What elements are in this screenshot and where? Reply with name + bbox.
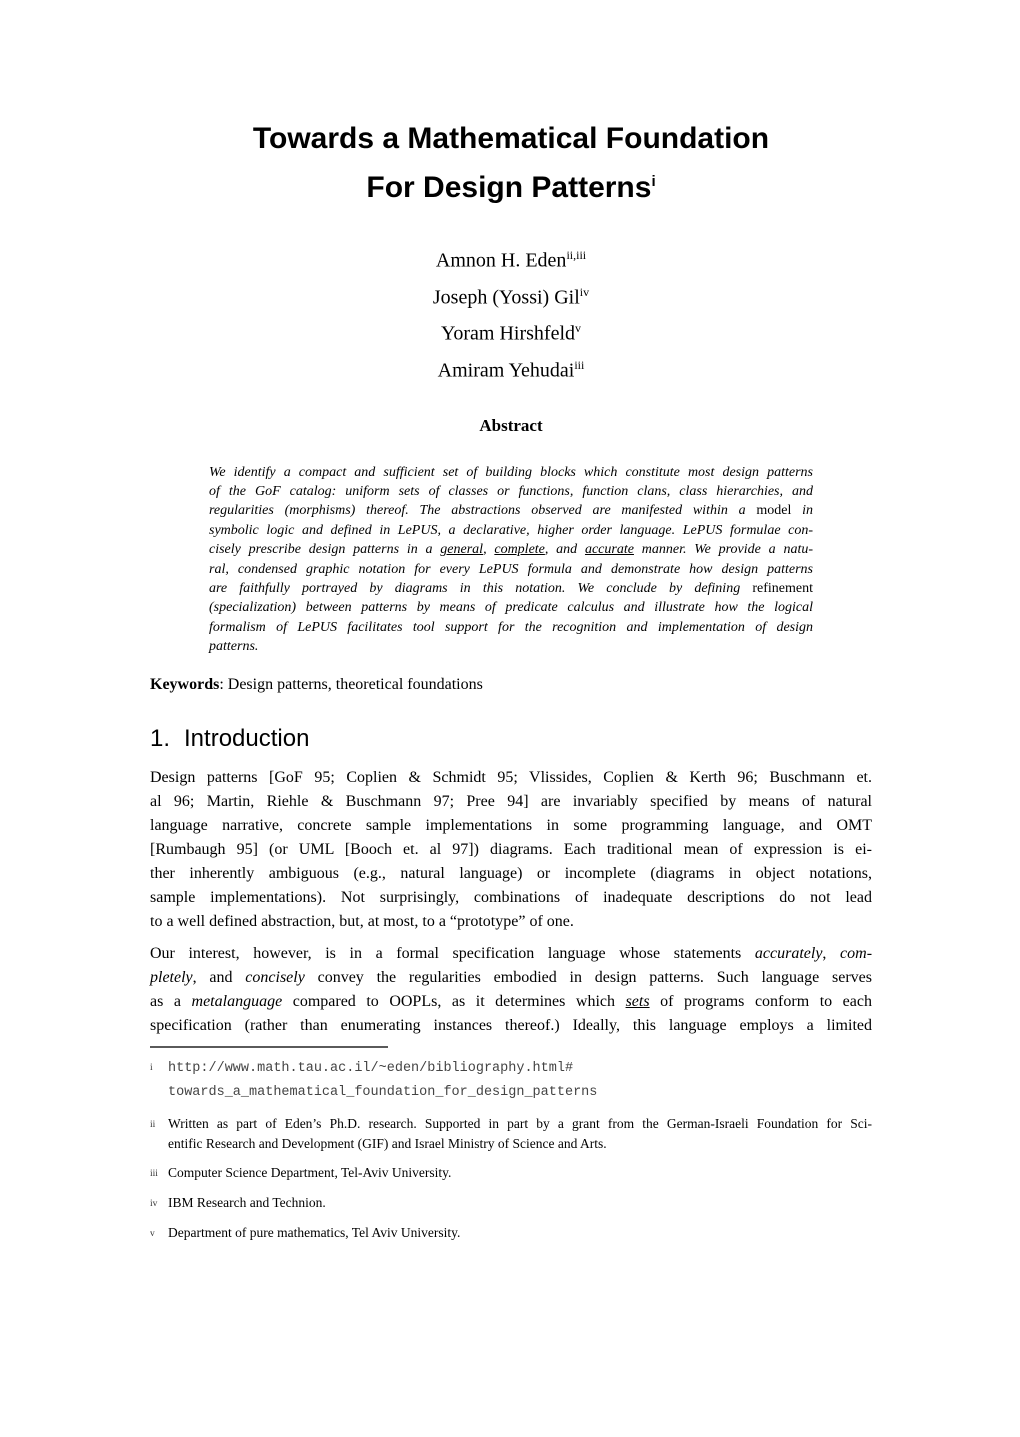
text-line: IBM Research and Technion.	[168, 1194, 326, 1210]
footnote-marker: iv	[150, 1198, 158, 1209]
section-title: Introduction	[184, 724, 310, 752]
abstract-body	[209, 463, 813, 657]
paper-title-line1: Towards a Mathematical Foundation	[252, 122, 770, 155]
text-line: as a metalanguage compared to OOPLs, as it determines which sets of programs conform to each	[150, 992, 872, 1010]
text-line: are faithfully portrayed by diagrams in this notation. We conclude by defining refinement	[209, 581, 813, 597]
author-line	[150, 313, 872, 350]
text-line: symbolic logic and defined in LePUS, a declarative, higher order language. LePUS formulae con-	[209, 522, 813, 538]
footnote-marker: v	[150, 1228, 155, 1239]
footnote-marker: ii	[150, 1119, 156, 1130]
footnote-marker: i	[150, 1062, 153, 1073]
text-line: to a well defined abstraction, but, at most, to a “prototype” of one.	[150, 912, 574, 930]
text-line: pletely, and concisely convey the regularities embodied in design patterns. Such language serves	[150, 968, 872, 986]
author-name: Amiram Yehudai	[437, 359, 575, 382]
text-line: al 96; Martin, Riehle & Buschmann 97; Pree 94] are invariably specified by means of natural	[150, 792, 872, 810]
footnote-separator	[150, 1046, 388, 1048]
paper-title-line2-text: For Design Patterns	[366, 171, 652, 204]
text-line: Design patterns [GoF 95; Coplien & Schmidt 95; Vlissides, Coplien & Kerth 96; Buschmann et.	[150, 768, 872, 786]
abstract-heading: Abstract	[479, 415, 543, 435]
footnote	[150, 1056, 872, 1104]
footnote-text	[168, 1114, 872, 1154]
footnote	[150, 1223, 872, 1244]
section-heading	[150, 724, 872, 754]
text-line: regularities (morphisms) thereof. The abstractions observed are manifested within a model in	[209, 503, 814, 519]
footnote-marker: iii	[150, 1168, 158, 1179]
intro-paragraph-2	[150, 942, 872, 1038]
intro-paragraph-1	[150, 766, 872, 934]
keywords-line	[150, 674, 872, 696]
paper-title-line2	[150, 160, 872, 209]
footnote-text	[168, 1193, 872, 1214]
text-line: specification (rather than enumerating instances thereof.) Ideally, this language employs a limited	[150, 1016, 872, 1034]
text-line: (specialization) between patterns by means of predicate calculus and illustrate how the logical	[209, 600, 813, 616]
author-footnote-ref: iii	[574, 357, 585, 372]
text-line: We identify a compact and sufficient set of building blocks which constitute most design patterns	[209, 464, 813, 480]
footnote-text	[168, 1163, 872, 1184]
author-footnote-ref: ii,iii	[566, 248, 587, 262]
author-name: Amnon H. Eden	[435, 249, 567, 272]
author-line	[150, 277, 872, 314]
text-line: towards_a_mathematical_foundation_for_design_patterns	[168, 1084, 598, 1100]
text-line: Our interest, however, is in a formal specification language whose statements accurately, com-	[150, 944, 873, 962]
paper-title	[150, 117, 872, 209]
author-line	[150, 350, 872, 387]
author-name: Joseph (Yossi) Gil	[432, 286, 580, 309]
text-line: ther inherently ambiguous (e.g., natural language) or incomplete (diagrams in object notations,	[150, 864, 872, 882]
author-footnote-ref: iv	[579, 284, 590, 299]
text-line: Computer Science Department, Tel-Aviv University.	[168, 1164, 452, 1180]
footnote-text	[168, 1056, 872, 1104]
text-line: entific Research and Development (GIF) and Israel Ministry of Science and Arts.	[168, 1135, 607, 1151]
footnote-text	[168, 1223, 872, 1244]
text-line: language narrative, concrete sample implementations in some programming language, and OMT	[150, 816, 872, 834]
text-line: cisely prescribe design patterns in a general, complete, and accurate manner. We provide a natu-	[209, 542, 814, 558]
footnote	[150, 1163, 872, 1184]
text-line: Department of pure mathematics, Tel Aviv University.	[168, 1224, 461, 1240]
text-line: patterns.	[209, 639, 259, 655]
text-line: [Rumbaugh 95] (or UML [Booch et. al 97]) diagrams. Each traditional mean of expression is ei-	[150, 840, 872, 858]
page-content	[150, 117, 872, 1244]
title-footnote-ref: i	[651, 173, 656, 190]
text-line: sample implementations). Not surprisingly, combinations of inadequate descriptions do not lead	[150, 888, 872, 906]
footnote	[150, 1193, 872, 1214]
author-line	[150, 240, 872, 277]
text-line: ral, condensed graphic notation for every LePUS formula and demonstrate how design patterns	[209, 561, 813, 577]
footnote	[150, 1114, 872, 1154]
author-name: Yoram Hirshfeld	[440, 322, 576, 345]
text-line: http://www.math.tau.ac.il/~eden/bibliography.html#	[168, 1060, 574, 1076]
section-number: 1.	[150, 724, 171, 752]
author-footnote-ref: v	[575, 321, 582, 336]
keywords-text: : Design patterns, theoretical foundations	[219, 675, 483, 693]
author-list	[150, 240, 872, 387]
text-line: Written as part of Eden’s Ph.D. research. Supported in part by a grant from the German-Israeli Foundation for Sci-	[168, 1115, 872, 1131]
keywords-label: Keywords	[150, 675, 220, 693]
text-line: formalism of LePUS facilitates tool support for the recognition and implementation of design	[209, 619, 813, 635]
text-line: of the GoF catalog: uniform sets of classes or functions, function clans, class hierarchies, and	[209, 484, 813, 500]
